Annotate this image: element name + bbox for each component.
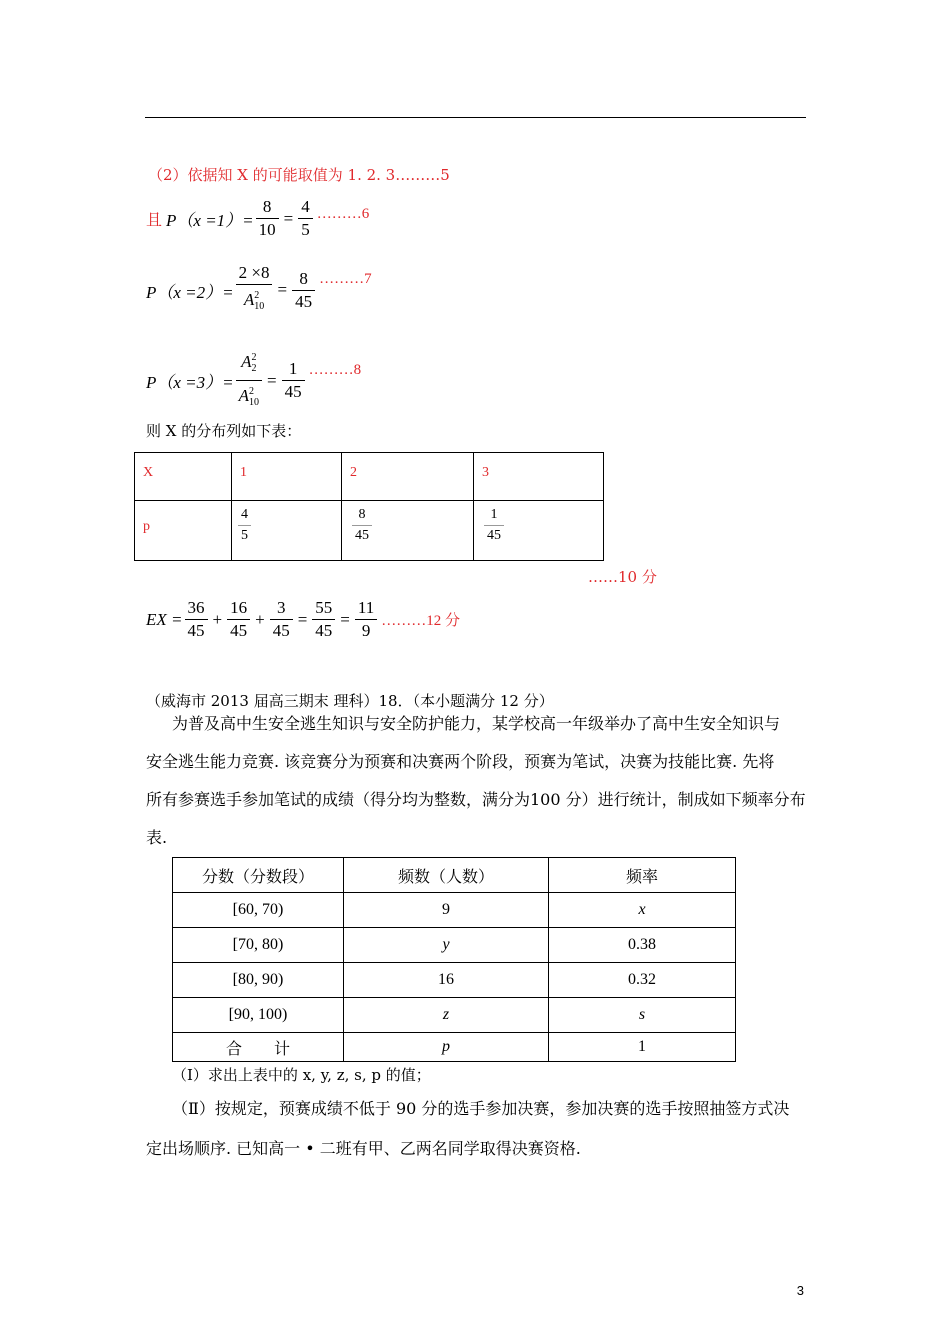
table-cell: [80, 90)	[173, 963, 344, 998]
frac-den: 5	[241, 528, 248, 543]
table-cell	[342, 501, 474, 561]
frac-num: 1	[282, 358, 305, 381]
part2-intro: （2）依据知 X 的可能取值为 1. 2. 3………5	[148, 166, 450, 184]
a-sup: 2	[251, 352, 257, 363]
problem-line-3: 所有参赛选手参加笔试的成绩（得分均为整数，满分为100 分）进行统计，制成如下频率分布	[146, 790, 806, 809]
table-cell: 1	[549, 1033, 736, 1062]
frac-num: 36	[185, 597, 208, 620]
table-row	[135, 453, 604, 501]
ex-lhs: EX =	[146, 609, 183, 629]
frac-num: 8	[292, 268, 315, 291]
frac-num: 8	[352, 505, 372, 526]
frac-den: 10	[258, 220, 276, 239]
frac-den: 45	[284, 382, 302, 401]
equals-sign: =	[340, 609, 350, 629]
table-header-row	[173, 858, 736, 893]
table-cell	[232, 501, 342, 561]
frac-55-45	[312, 597, 335, 642]
table-header-cell: 分数（分数段）	[173, 858, 344, 893]
frac-num: 3	[270, 597, 293, 620]
frac-num: 16	[227, 597, 250, 620]
frac-den-a	[236, 285, 273, 318]
frac-den: 45	[355, 528, 369, 543]
a-symbol: A	[243, 290, 255, 309]
prob-x1: 且 P（x =1）= $\frac{8}{10}$ = $\frac{4}{5}$ ………6	[146, 197, 370, 239]
table-cell: 0.38	[549, 928, 736, 963]
frac-num: 55	[312, 597, 335, 620]
problem-line-1: 为普及高中生安全逃生知识与安全防护能力，某学校高一年级举办了高中生安全知识与	[172, 714, 781, 733]
table-cell: p	[344, 1033, 549, 1062]
prob-x3: P（x =3）= $\frac{A^2_2}{A^2_{10}}$ = $\frac{1}{45}$ ………8	[146, 347, 361, 414]
mark-10: ……10 分	[588, 568, 657, 586]
frac-1-45	[282, 358, 305, 403]
table-row	[135, 501, 604, 561]
question-2-line-2: 定出场顺序. 已知高一 • 二班有甲、乙两名同学取得决赛资格.	[146, 1139, 581, 1158]
table-header-cell: 频数（人数）	[344, 858, 549, 893]
frac-num-a	[236, 347, 262, 381]
plus-sign: +	[255, 609, 265, 629]
table-cell: [60, 70)	[173, 893, 344, 928]
table-header-cell: 频率	[549, 858, 736, 893]
expectation	[146, 597, 460, 642]
frac-num: 2 ×8	[236, 262, 273, 285]
mark-7: ………7	[319, 270, 372, 287]
frac-den: 45	[230, 621, 248, 640]
table-cell: [70, 80)	[173, 928, 344, 963]
table-cell: 2	[342, 453, 474, 501]
question-1: （Ⅰ）求出上表中的 x, y, z, s, p 的值；	[172, 1066, 431, 1084]
table-row	[173, 1033, 736, 1062]
frac-8-10	[256, 196, 279, 241]
table-cell: X	[135, 453, 232, 501]
prob-x2: P（x =2）= $\frac{2 \times 8}{A^2_{10}}$ = $\frac{8}{45}$ ………7	[146, 262, 372, 318]
mark-12: ………12 分	[381, 613, 461, 629]
frac-den: 45	[187, 621, 205, 640]
problem-line-2: 安全逃生能力竞赛. 该竞赛分为预赛和决赛两个阶段，预赛为笔试，决赛为技能比赛. 先将	[146, 752, 775, 771]
plus-sign: +	[212, 609, 223, 629]
problem-source: （威海市 2013 届高三期末 理科）18．（本小题满分 12 分）	[146, 692, 554, 710]
table-cell: 16	[344, 963, 549, 998]
frac-den: 45	[315, 621, 333, 640]
frac-a2-a10	[236, 347, 262, 414]
table-cell: 3	[474, 453, 604, 501]
frac-num: 4	[298, 196, 313, 219]
table-cell: p	[135, 501, 232, 561]
a-sub: 10	[249, 397, 260, 408]
a-sub: 2	[251, 363, 257, 374]
a-sub: 10	[254, 301, 265, 312]
frac-8-45	[352, 505, 372, 546]
table-cell: z	[344, 998, 549, 1033]
dist-intro: 则 X 的分布列如下表：	[146, 422, 302, 440]
frac-den: 5	[301, 220, 310, 239]
table-row	[173, 963, 736, 998]
frac-36-45	[185, 597, 208, 642]
distribution-table	[134, 452, 604, 561]
table-cell: 0.32	[549, 963, 736, 998]
question-2-line-1: （Ⅱ）按规定，预赛成绩不低于 90 分的选手参加决赛，参加决赛的选手按照抽签方式决	[172, 1099, 790, 1118]
prob-x1-lhs: P（x =1）=	[166, 211, 254, 230]
frac-2x8-a10	[236, 262, 273, 318]
frac-den: 9	[361, 621, 371, 640]
frac-4-5	[238, 505, 251, 546]
frac-den-a	[236, 381, 262, 414]
table-row	[173, 998, 736, 1033]
prob-x2-lhs: P（x =2）=	[146, 282, 234, 302]
frequency-table	[172, 857, 736, 1062]
frac-11-9	[355, 597, 377, 642]
mark-8: ………8	[308, 362, 362, 378]
equals-sign: =	[297, 609, 308, 629]
frac-16-45	[227, 597, 250, 642]
frac-num: 1	[484, 505, 504, 526]
frac-num: 8	[256, 196, 279, 219]
frac-num: 4	[238, 505, 251, 526]
frac-3-45	[270, 597, 293, 642]
table-cell: x	[549, 893, 736, 928]
frac-den: 45	[295, 291, 313, 311]
prob-x3-lhs: P（x =3）=	[146, 373, 234, 392]
frac-8-45	[292, 268, 315, 313]
frac-4-5	[298, 196, 313, 241]
table-row	[173, 893, 736, 928]
table-cell: y	[344, 928, 549, 963]
table-cell: 1	[232, 453, 342, 501]
a-sup: 2	[254, 290, 260, 301]
frac-1-45	[484, 505, 504, 546]
page-number: 3	[796, 1283, 804, 1298]
table-cell: 9	[344, 893, 549, 928]
a-symbol: A	[238, 386, 250, 405]
table-cell: s	[549, 998, 736, 1033]
frac-den: 45	[272, 621, 290, 640]
frac-num: 11	[355, 597, 377, 620]
frac-den: 45	[487, 528, 501, 543]
header-rule	[145, 117, 806, 118]
prefix-qie: 且	[146, 212, 163, 229]
problem-line-4: 表.	[146, 828, 168, 847]
a-symbol: A	[241, 352, 252, 371]
a-sup: 2	[249, 386, 255, 397]
table-cell: 合 计	[173, 1033, 344, 1062]
table-cell: [90, 100)	[173, 998, 344, 1033]
table-row	[173, 928, 736, 963]
mark-6: ………6	[316, 206, 370, 222]
table-cell	[474, 501, 604, 561]
